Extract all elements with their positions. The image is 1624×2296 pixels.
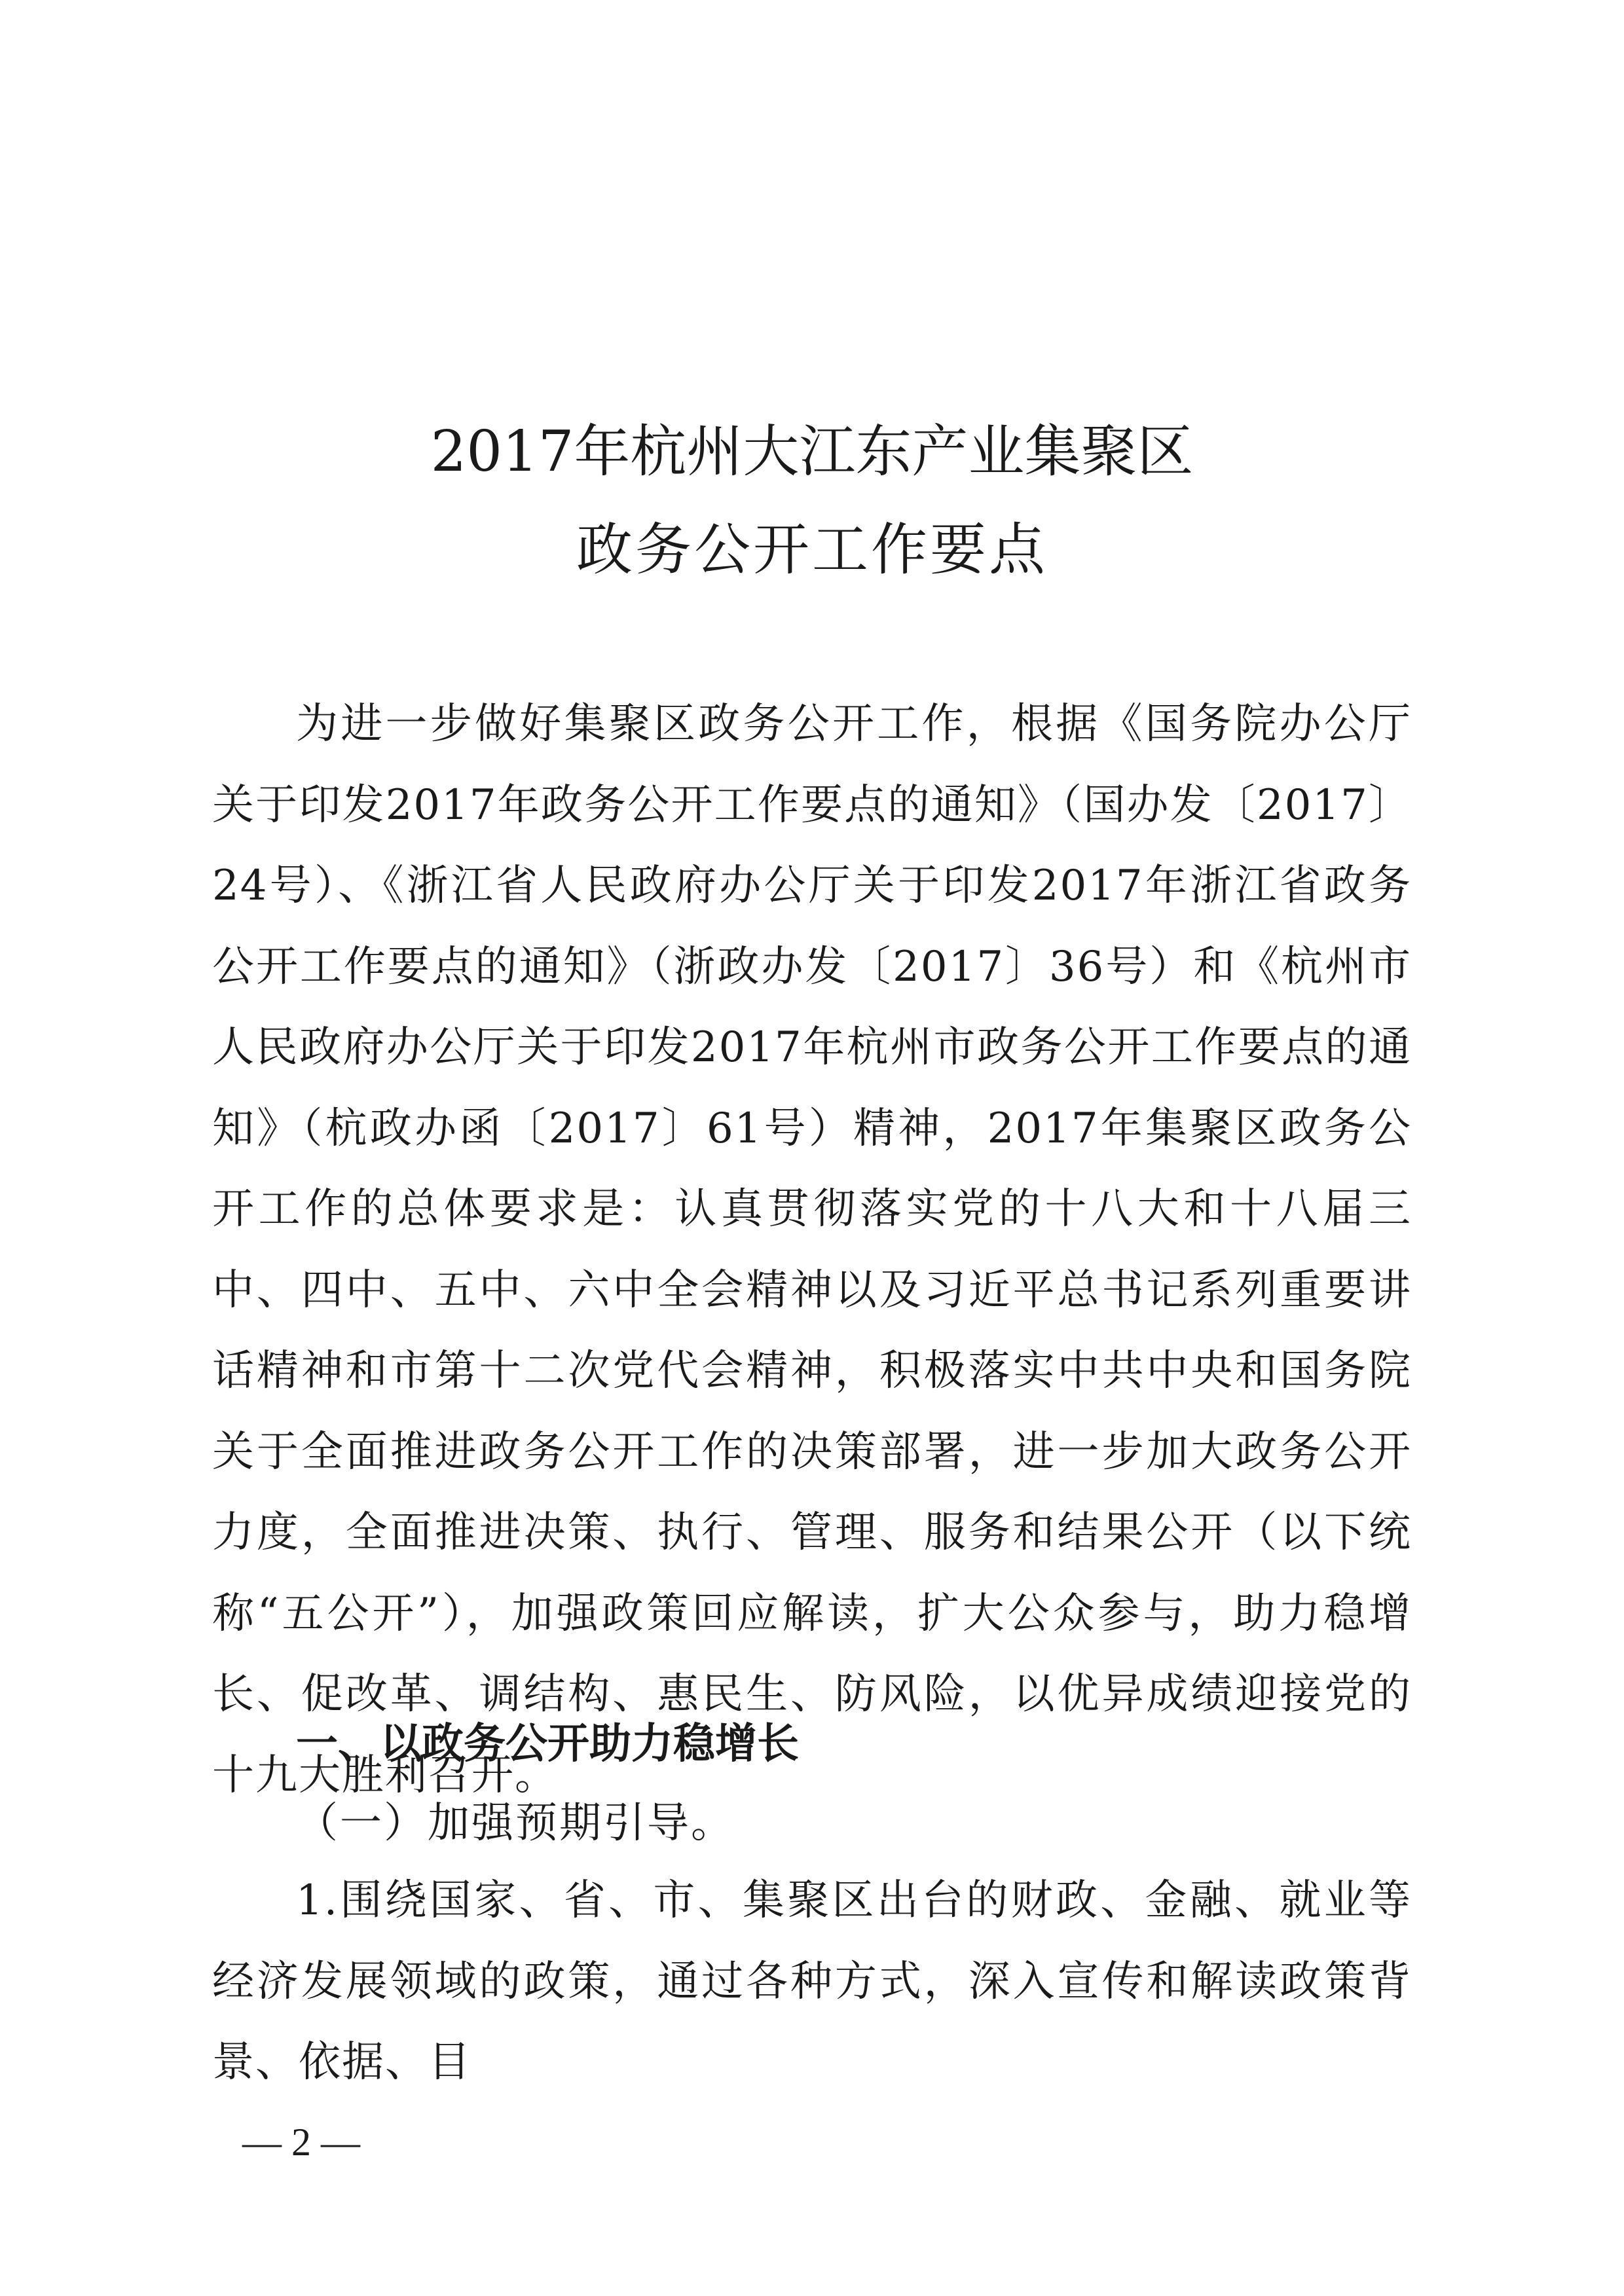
item-paragraph: 1.围绕国家、省、市、集聚区出台的财政、金融、就业等经济发展领域的政策，通过各种方式，深入宣传和解读政策背景、依据、目 [212,1876,1412,2086]
document-title-line-1: 2017年杭州大江东产业集聚区 [430,419,1194,484]
page-number: — 2 — [242,2121,360,2164]
intro-paragraph: 为进一步做好集聚区政务公开工作，根据《国务院办公厅关于印发2017年政务公开工作要点的通知》（国办发〔2017〕24号）、《浙江省人民政府办公厅关于印发2017年浙江省政务公开工作要点的通知》（浙政办发〔2017〕36号）和《杭州市人民政府办公厅关于印发2017年杭州市政务公开工作要点的通知》（杭政办函〔2017〕61号）精神，2017年集聚区政务公开工作的总体要求是：认真贯彻落实党的十八大和十八届三中、四中、五中、六中全会精神以及习近平总书记系列重要讲话精神和市第十二次党代会精神，积极落实中共中央和国务院关于全面推进政务公开工作的决策部署，进一步加大政务公开力度，全面推进决策、执行、管理、服务和结果公开（以下统称“五公开”），加强政策回应解读，扩大公众参与，助力稳增长、促改革、调结构、惠民生、防风险，以优异成绩迎接党的十九大胜利召开。 [212,700,1412,1800]
document-title-line-2: 政务公开工作要点 [576,517,1048,583]
subsection-heading: （一）加强预期引导。 [296,1799,735,1848]
section-heading: 一、以政务公开助力稳增长 [296,1720,799,1768]
